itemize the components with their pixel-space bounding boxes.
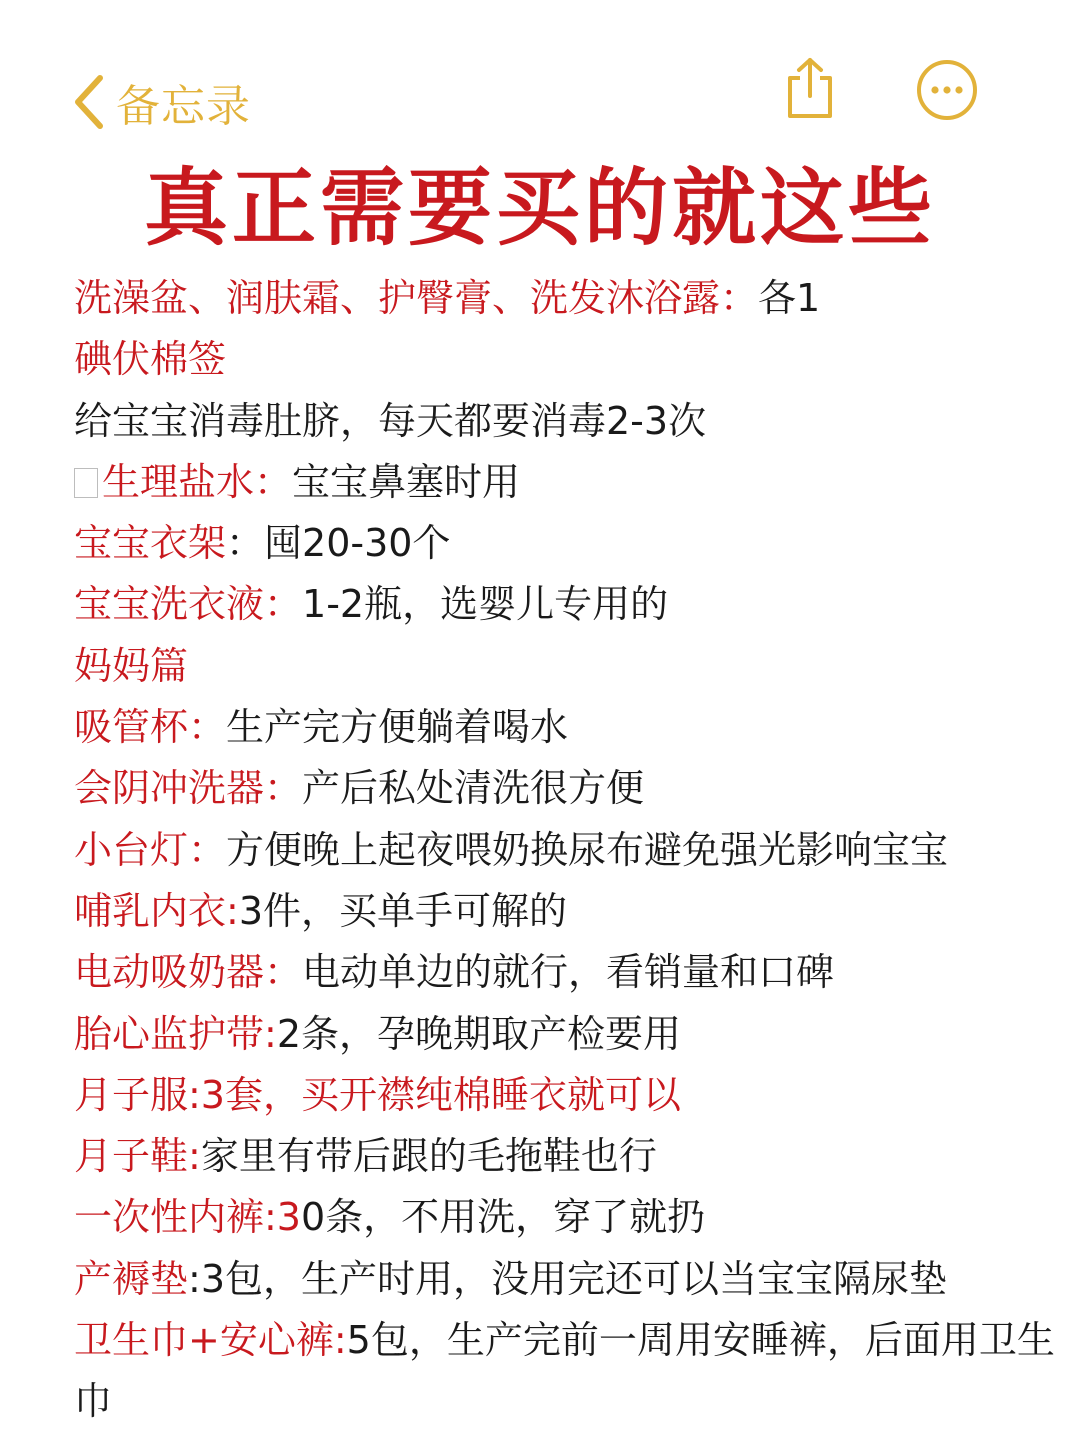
item-label: 一次性内裤:3 [74,1195,301,1240]
more-icon [915,58,979,122]
note-line [74,329,1074,390]
item-label: 吸管杯： [74,705,227,750]
note-line [74,758,1074,819]
item-detail: 生产完方便躺着喝水 [226,705,569,750]
missing-glyph-box [74,468,98,498]
item-detail: 5包，生产完前一周用安睡裤，后面用卫生巾 [74,1318,1055,1424]
note-line [74,391,1074,452]
item-label: 月子鞋: [74,1134,201,1179]
note-line [74,1065,1074,1126]
item-label: 小台灯： [74,827,227,872]
note-line [74,697,1074,758]
note-line [74,636,1074,697]
item-label: 宝宝衣架 [74,521,227,566]
item-detail: 电动单边的就行，看销量和口碑 [302,950,835,995]
item-detail: 家里有带后跟的毛拖鞋也行 [200,1134,657,1179]
item-label: 宝宝洗衣液： [74,582,303,627]
item-detail: 给宝宝消毒肚脐，每天都要消毒2-3次 [74,398,707,443]
item-detail: 方便晚上起夜喂奶换尿布避免强光影响宝宝 [226,827,949,872]
note-line [74,1187,1074,1248]
item-label: 胎心监护带: [74,1011,277,1056]
item-label: 洗澡盆、润肤霜、护臀膏、洗发沐浴露： [74,276,759,320]
item-label: 哺乳内衣: [74,888,239,933]
note-line [74,1310,1074,1433]
note-line [74,452,1074,513]
note-body[interactable] [74,268,1074,1433]
item-label: 卫生巾+安心裤: [74,1318,347,1363]
note-line [74,1249,1074,1310]
note-line [74,881,1074,942]
item-detail: 1-2瓶，选婴儿专用的 [302,582,669,627]
back-button[interactable] [72,70,251,134]
item-label: 碘伏棉签 [74,337,227,382]
note-line [74,268,1074,329]
item-detail: :3包，生产时用，没用完还可以当宝宝隔尿垫 [188,1256,947,1301]
item-label: 生理盐水： [102,459,293,504]
item-detail: 2条，孕晚期取产检要用 [276,1011,681,1056]
item-label: 电动吸奶器： [74,950,303,995]
item-label: 产褥垫 [74,1256,189,1301]
back-label: 备忘录 [116,81,251,132]
note-line [74,1126,1074,1187]
note-line [74,513,1074,574]
note-line [74,942,1074,1003]
share-icon [782,56,838,120]
item-detail: 产后私处清洗很方便 [302,766,645,811]
share-button[interactable] [782,56,838,120]
item-detail: 3件，买单手可解的 [238,888,567,933]
note-line [74,1004,1074,1065]
chevron-left-icon [72,74,106,130]
section-heading: 妈妈篇 [74,643,189,688]
navigation-bar [0,0,1080,140]
item-label: 月子服:3套，买开襟纯棉睡衣就可以 [74,1072,681,1117]
item-detail: 0条，不用洗，穿了就扔 [300,1195,706,1240]
item-detail: 宝宝鼻塞时用 [292,459,521,504]
item-detail: 各1 [758,276,821,320]
more-button[interactable] [915,58,979,122]
note-line [74,574,1074,635]
note-line [74,820,1074,881]
note-title: 真正需要买的就这些 [143,159,936,257]
item-detail: ：囤20-30个 [226,521,451,566]
item-label: 会阴冲洗器： [74,766,303,811]
